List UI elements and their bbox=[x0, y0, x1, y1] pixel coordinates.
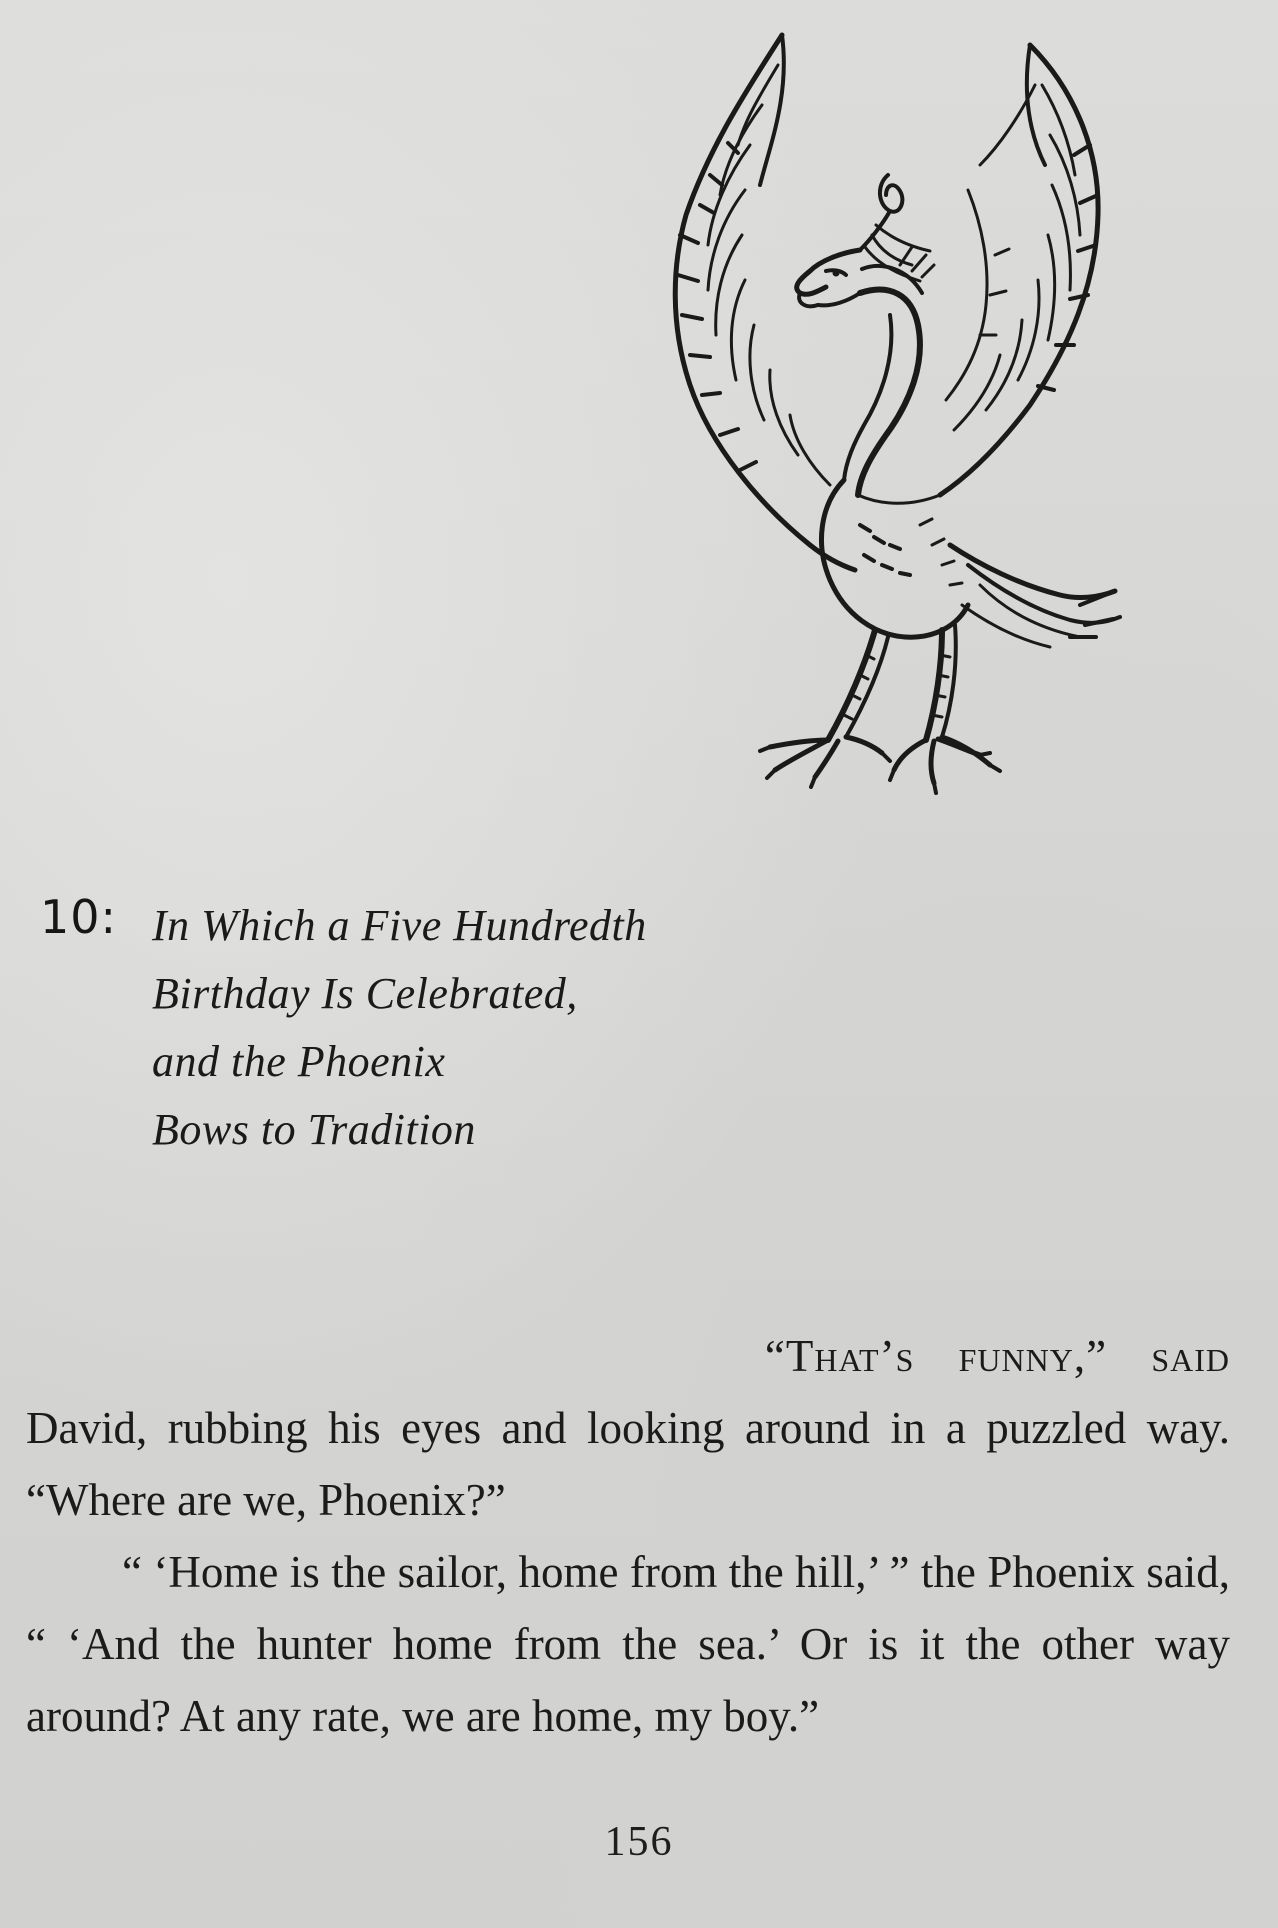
page-number: 156 bbox=[604, 1819, 674, 1865]
chapter-title-line: In Which a Five Hundredth bbox=[152, 901, 647, 950]
chapter-title bbox=[152, 892, 647, 1164]
chapter-number: 10: bbox=[40, 890, 118, 944]
chapter-title-line: and the Phoenix bbox=[152, 1037, 446, 1086]
paragraph: David, rubbing his eyes and looking around in a puzzled way. “Where are we, Phoenix?” bbox=[26, 1403, 1230, 1525]
phoenix-icon bbox=[650, 25, 1150, 835]
chapter-title-line: Birthday Is Celebrated, bbox=[152, 969, 578, 1018]
body-text bbox=[26, 1320, 1230, 1752]
opening-line: “That’s funny,” said bbox=[764, 1331, 1230, 1381]
paragraph: “ ‘Home is the sailor, home from the hill,’ ” the Phoenix said, “ ‘And the hunter home from the sea.’ Or is it the other way around? At any rate, we are home, my boy.” bbox=[26, 1547, 1230, 1741]
chapter-title-line: Bows to Tradition bbox=[152, 1105, 476, 1154]
